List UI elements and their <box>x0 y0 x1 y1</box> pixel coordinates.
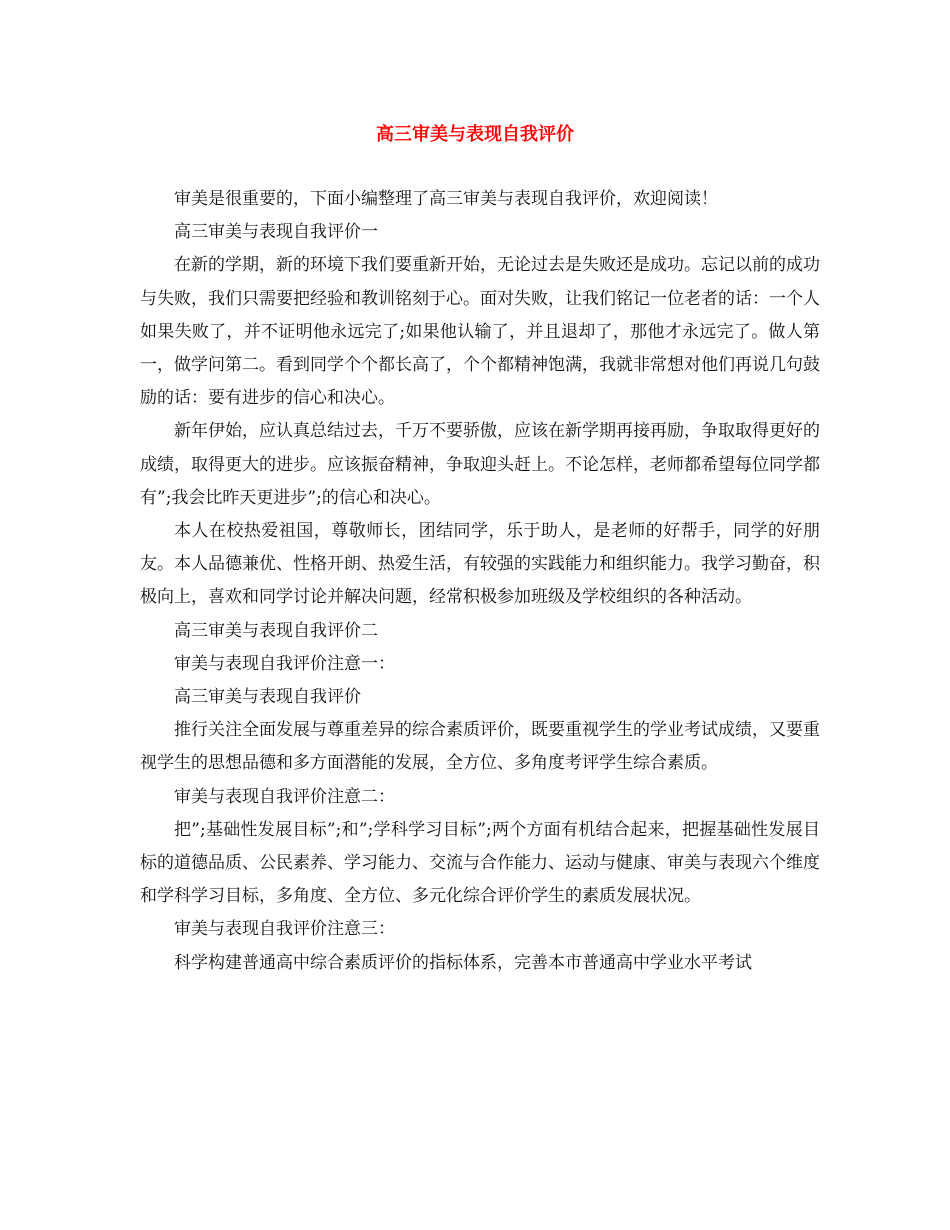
document-body <box>140 183 820 980</box>
paragraph: 推行关注全面发展与尊重差异的综合素质评价，既要重视学生的学业考试成绩，又要重视学生的思想品德和多方面潜能的发展，全方位、多角度考评学生综合素质。 <box>140 720 820 774</box>
section-heading-two: 高三审美与表现自我评价二 <box>174 620 378 641</box>
paragraph: 把”;基础性发展目标”;和”;学科学习目标”;两个方面有机结合起来，把握基础性发展目标的道德品质、公民素养、学习能力、交流与合作能力、运动与健康、审美与表现六个维度和学科学习目标，多角度、全方位、多元化综合评价学生的素质发展状况。 <box>140 819 820 907</box>
paragraph: 新年伊始，应认真总结过去，千万不要骄傲，应该在新学期再接再励，争取取得更好的成绩，取得更大的进步。应该振奋精神，争取迎头赶上。不论怎样，老师都希望每位同学都有”;我会比昨天更进步”;的信心和决心。 <box>140 421 820 508</box>
subheading: 高三审美与表现自我评价 <box>174 687 361 708</box>
section-heading-one: 高三审美与表现自我评价一 <box>174 222 378 243</box>
paragraph-intro: 审美是很重要的，下面小编整理了高三审美与表现自我评价，欢迎阅读！ <box>174 189 718 209</box>
note-heading-three: 审美与表现自我评价注意三： <box>174 919 395 940</box>
document-title: 高三审美与表现自我评价 <box>376 124 574 145</box>
paragraph: 科学构建普通高中综合素质评价的指标体系，完善本市普通高中学业水平考试 <box>174 952 752 973</box>
note-heading-two: 审美与表现自我评价注意二： <box>174 786 395 807</box>
paragraph: 本人在校热爱祖国，尊敬师长，团结同学，乐于助人，是老师的好帮手，同学的好朋友。本人品德兼优、性格开朗、热爱生活，有较强的实践能力和组织能力。我学习勤奋，积极向上，喜欢和同学讨论并解决问题，经常积极参加班级及学校组织的各种活动。 <box>140 521 820 608</box>
paragraph: 在新的学期，新的环境下我们要重新开始，无论过去是失败还是成功。忘记以前的成功与失败，我们只需要把经验和教训铭刻于心。面对失败，让我们铭记一位老者的话：一个人如果失败了，并不证明他永远完了;如果他认输了，并且退却了，那他才永远完了。做人第一，做学问第二。看到同学个个都长高了，个个都精神饱满，我就非常想对他们再说几句鼓励的话：要有进步的信心和决心。 <box>140 255 820 409</box>
note-heading-one: 审美与表现自我评价注意一： <box>174 653 395 674</box>
